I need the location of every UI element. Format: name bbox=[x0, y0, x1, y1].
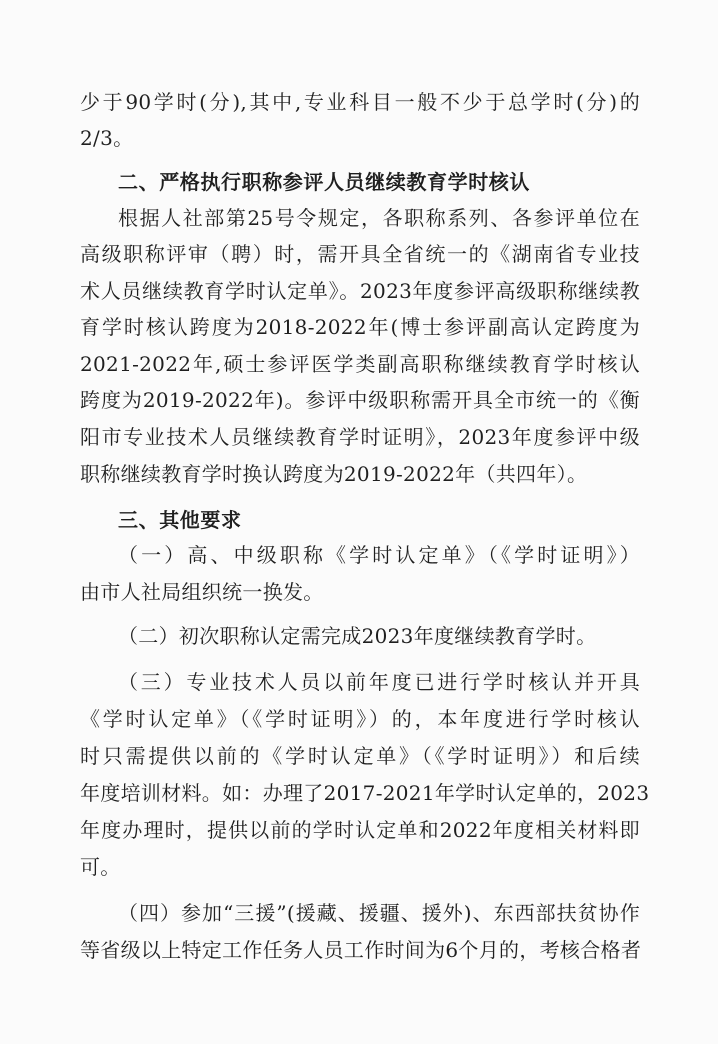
paragraph-line: 由市人社局组织统一换发。 bbox=[80, 580, 324, 604]
paragraph-line: 等省级以上特定工作任务人员工作时间为6个月的，考核合格者 bbox=[80, 938, 642, 962]
paragraph-line: 2/3。 bbox=[80, 126, 134, 150]
paragraph-line: 少于90学时(分),其中,专业科目一般不少于总学时(分)的 bbox=[80, 90, 640, 114]
paragraph-line: 术人员继续教育学时认定单》。2023年度参评高级职称继续教 bbox=[80, 279, 640, 303]
paragraph-line: 职称继续教育学时换认跨度为2019-2022年（共四年）。 bbox=[80, 462, 588, 486]
paragraph-line: 高级职称评审（聘）时，需开具全省统一的《湖南省专业技 bbox=[80, 242, 640, 266]
paragraph-line: 跨度为2019-2022年)。参评中级职称需开具全市统一的《衡 bbox=[80, 388, 640, 412]
paragraph-line: （三）专业技术人员以前年度已进行学时核认并开具 bbox=[118, 670, 640, 694]
paragraph-line: （一）高、中级职称《学时认定单》（《学时证明》） bbox=[118, 543, 640, 567]
paragraph-line: 2021-2022年,硕士参评医学类副高职称继续教育学时核认 bbox=[80, 352, 640, 376]
paragraph-line: 年度办理时，提供以前的学时认定单和2022年度相关材料即 bbox=[80, 818, 640, 842]
paragraph-line: 时只需提供以前的《学时认定单》（《学时证明》）和后续 bbox=[80, 744, 640, 768]
paragraph-line: 阳市专业技术人员继续教育学时证明》，2023年度参评中级 bbox=[80, 425, 640, 449]
paragraph-line: 《学时认定单》（《学时证明》）的，本年度进行学时核认 bbox=[80, 707, 640, 731]
section-heading: 二、严格执行职称参评人员继续教育学时核认 bbox=[118, 170, 530, 194]
paragraph-line: 育学时核认跨度为2018-2022年(博士参评副高认定跨度为 bbox=[80, 315, 640, 339]
paragraph-line: 可。 bbox=[80, 855, 121, 879]
paragraph-line: 根据人社部第25号令规定，各职称系列、各参评单位在 bbox=[118, 206, 640, 230]
section-heading: 三、其他要求 bbox=[118, 508, 242, 532]
paragraph-line: 年度培训材料。如：办理了2017-2021年学时认定单的，2023 bbox=[80, 781, 650, 805]
paragraph-line: （二）初次职称认定需完成2023年度继续教育学时。 bbox=[118, 624, 597, 648]
paragraph-line: （四）参加“三援”(援藏、援疆、援外)、东西部扶贫协作 bbox=[118, 901, 640, 925]
